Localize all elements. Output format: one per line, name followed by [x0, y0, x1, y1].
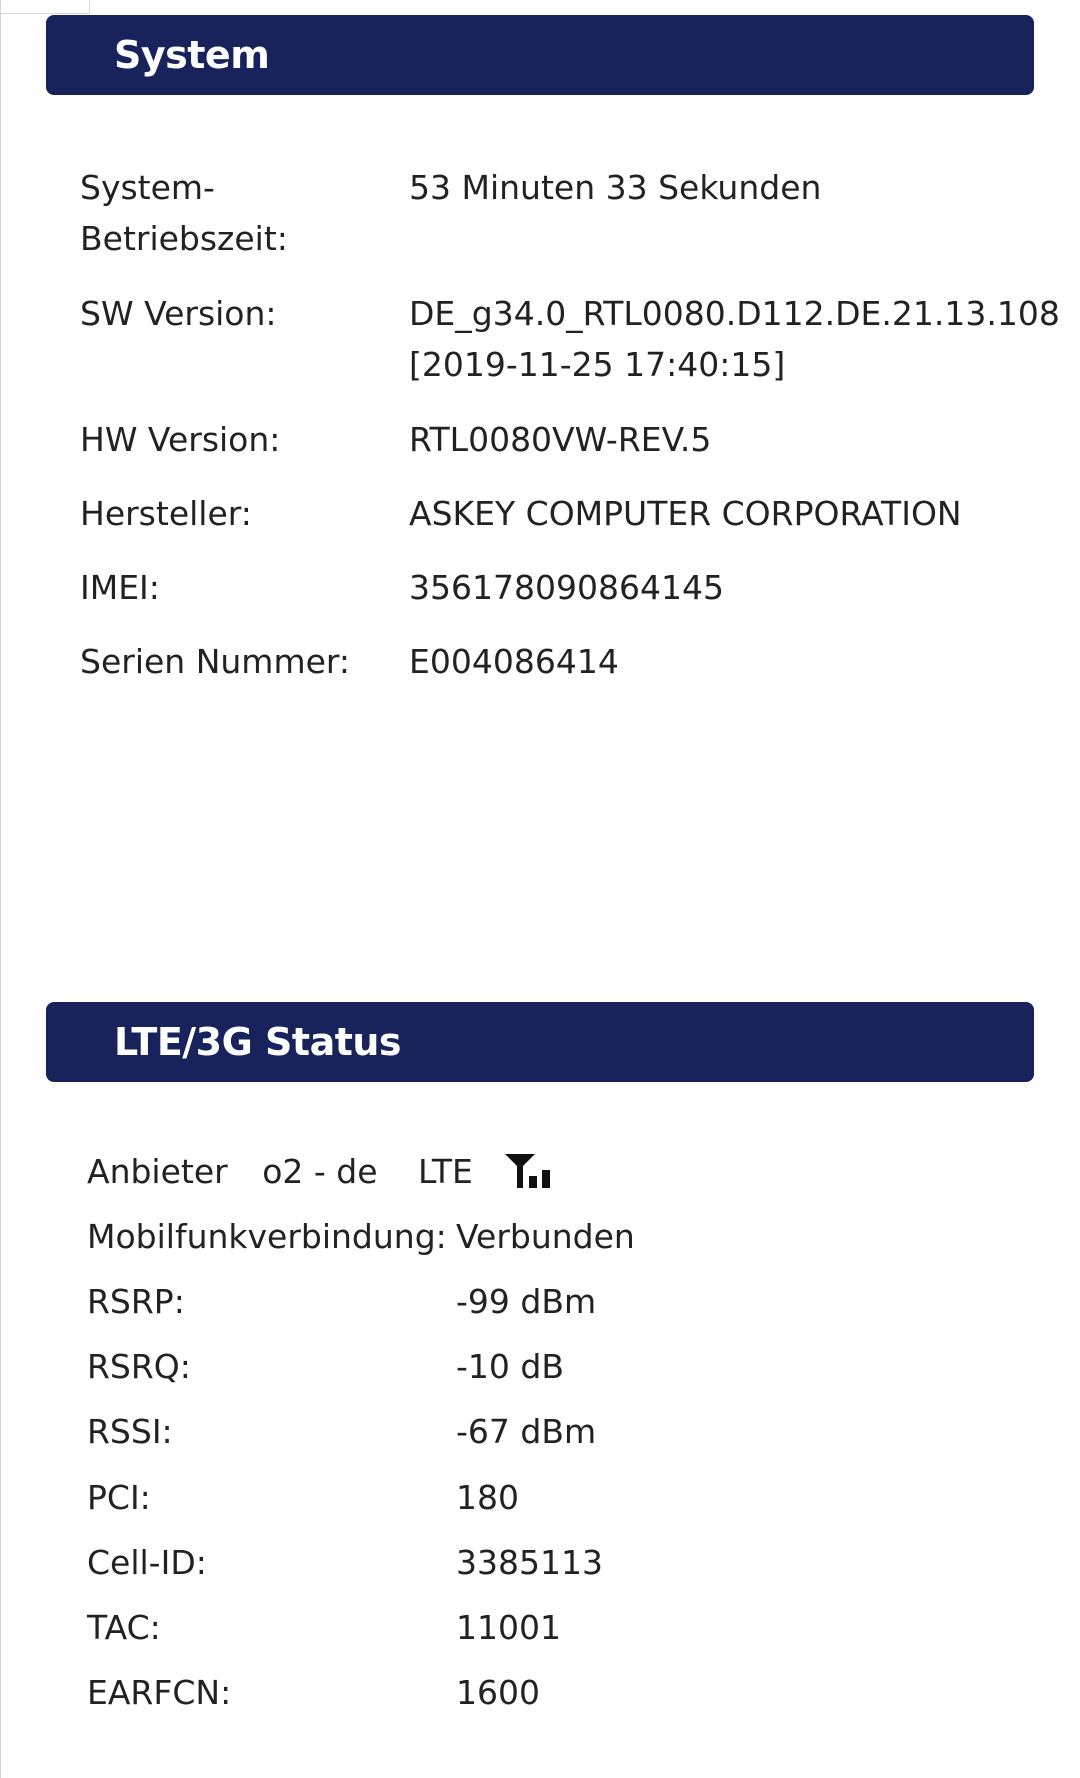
uptime-label-line2: Betriebszeit:	[80, 219, 288, 258]
hw-version-label: HW Version:	[80, 420, 281, 459]
serial-number-value: E004086414	[409, 642, 619, 681]
connection-row	[0, 1211, 1080, 1262]
tac-value: 11001	[456, 1608, 561, 1647]
sw-version-date: [2019-11-25 17:40:15]	[409, 345, 786, 384]
rssi-row	[0, 1406, 1080, 1457]
imei-row	[0, 562, 1080, 613]
hw-version-row	[0, 414, 1080, 465]
uptime-label-line1: System-	[80, 168, 215, 207]
rssi-label: RSSI:	[87, 1412, 173, 1451]
pci-row	[0, 1472, 1080, 1523]
pci-label: PCI:	[87, 1478, 151, 1517]
manufacturer-row	[0, 488, 1080, 539]
connection-label: Mobilfunkverbindung:	[87, 1217, 447, 1256]
uptime-value: 53 Minuten 33 Sekunden	[409, 168, 822, 207]
connection-value: Verbunden	[456, 1217, 635, 1256]
manufacturer-label: Hersteller:	[80, 494, 252, 533]
sw-version-row	[0, 288, 1080, 390]
cell-id-label: Cell-ID:	[87, 1543, 207, 1582]
serial-number-row	[0, 636, 1080, 687]
signal-bar-1	[529, 1176, 537, 1188]
pci-value: 180	[456, 1478, 519, 1517]
rsrq-value: -10 dB	[456, 1347, 564, 1386]
provider-name: o2 - de	[262, 1152, 378, 1191]
rsrp-value: -99 dBm	[456, 1282, 597, 1321]
cell-id-row	[0, 1537, 1080, 1588]
earfcn-label: EARFCN:	[87, 1673, 232, 1712]
rsrq-row	[0, 1341, 1080, 1392]
system-section-title: System	[114, 33, 270, 77]
sw-version-value: DE_g34.0_RTL0080.D112.DE.21.13.108	[409, 294, 1060, 333]
serial-number-label: Serien Nummer:	[80, 642, 350, 681]
sw-version-label: SW Version:	[80, 294, 277, 333]
earfcn-value: 1600	[456, 1673, 540, 1712]
provider-label: Anbieter	[87, 1152, 228, 1191]
rsrp-row	[0, 1276, 1080, 1327]
cell-id-value: 3385113	[456, 1543, 603, 1582]
rsrq-label: RSRQ:	[87, 1347, 191, 1386]
uptime-row	[0, 162, 1080, 264]
tac-row	[0, 1602, 1080, 1653]
imei-value: 356178090864145	[409, 568, 724, 607]
hw-version-value: RTL0080VW-REV.5	[409, 420, 712, 459]
provider-row	[87, 1146, 557, 1198]
rssi-value: -67 dBm	[456, 1412, 597, 1451]
imei-label: IMEI:	[80, 568, 160, 607]
top-left-frame	[0, 0, 90, 14]
signal-antenna-icon	[503, 1152, 557, 1190]
lte-section-header	[46, 1002, 1034, 1082]
rsrp-label: RSRP:	[87, 1282, 185, 1321]
tac-label: TAC:	[87, 1608, 161, 1647]
lte-section-title: LTE/3G Status	[114, 1020, 402, 1064]
manufacturer-value: ASKEY COMPUTER CORPORATION	[409, 494, 962, 533]
network-technology: LTE	[418, 1152, 473, 1191]
signal-bar-2	[542, 1170, 550, 1188]
system-section-header	[46, 15, 1034, 95]
earfcn-row	[0, 1667, 1080, 1718]
